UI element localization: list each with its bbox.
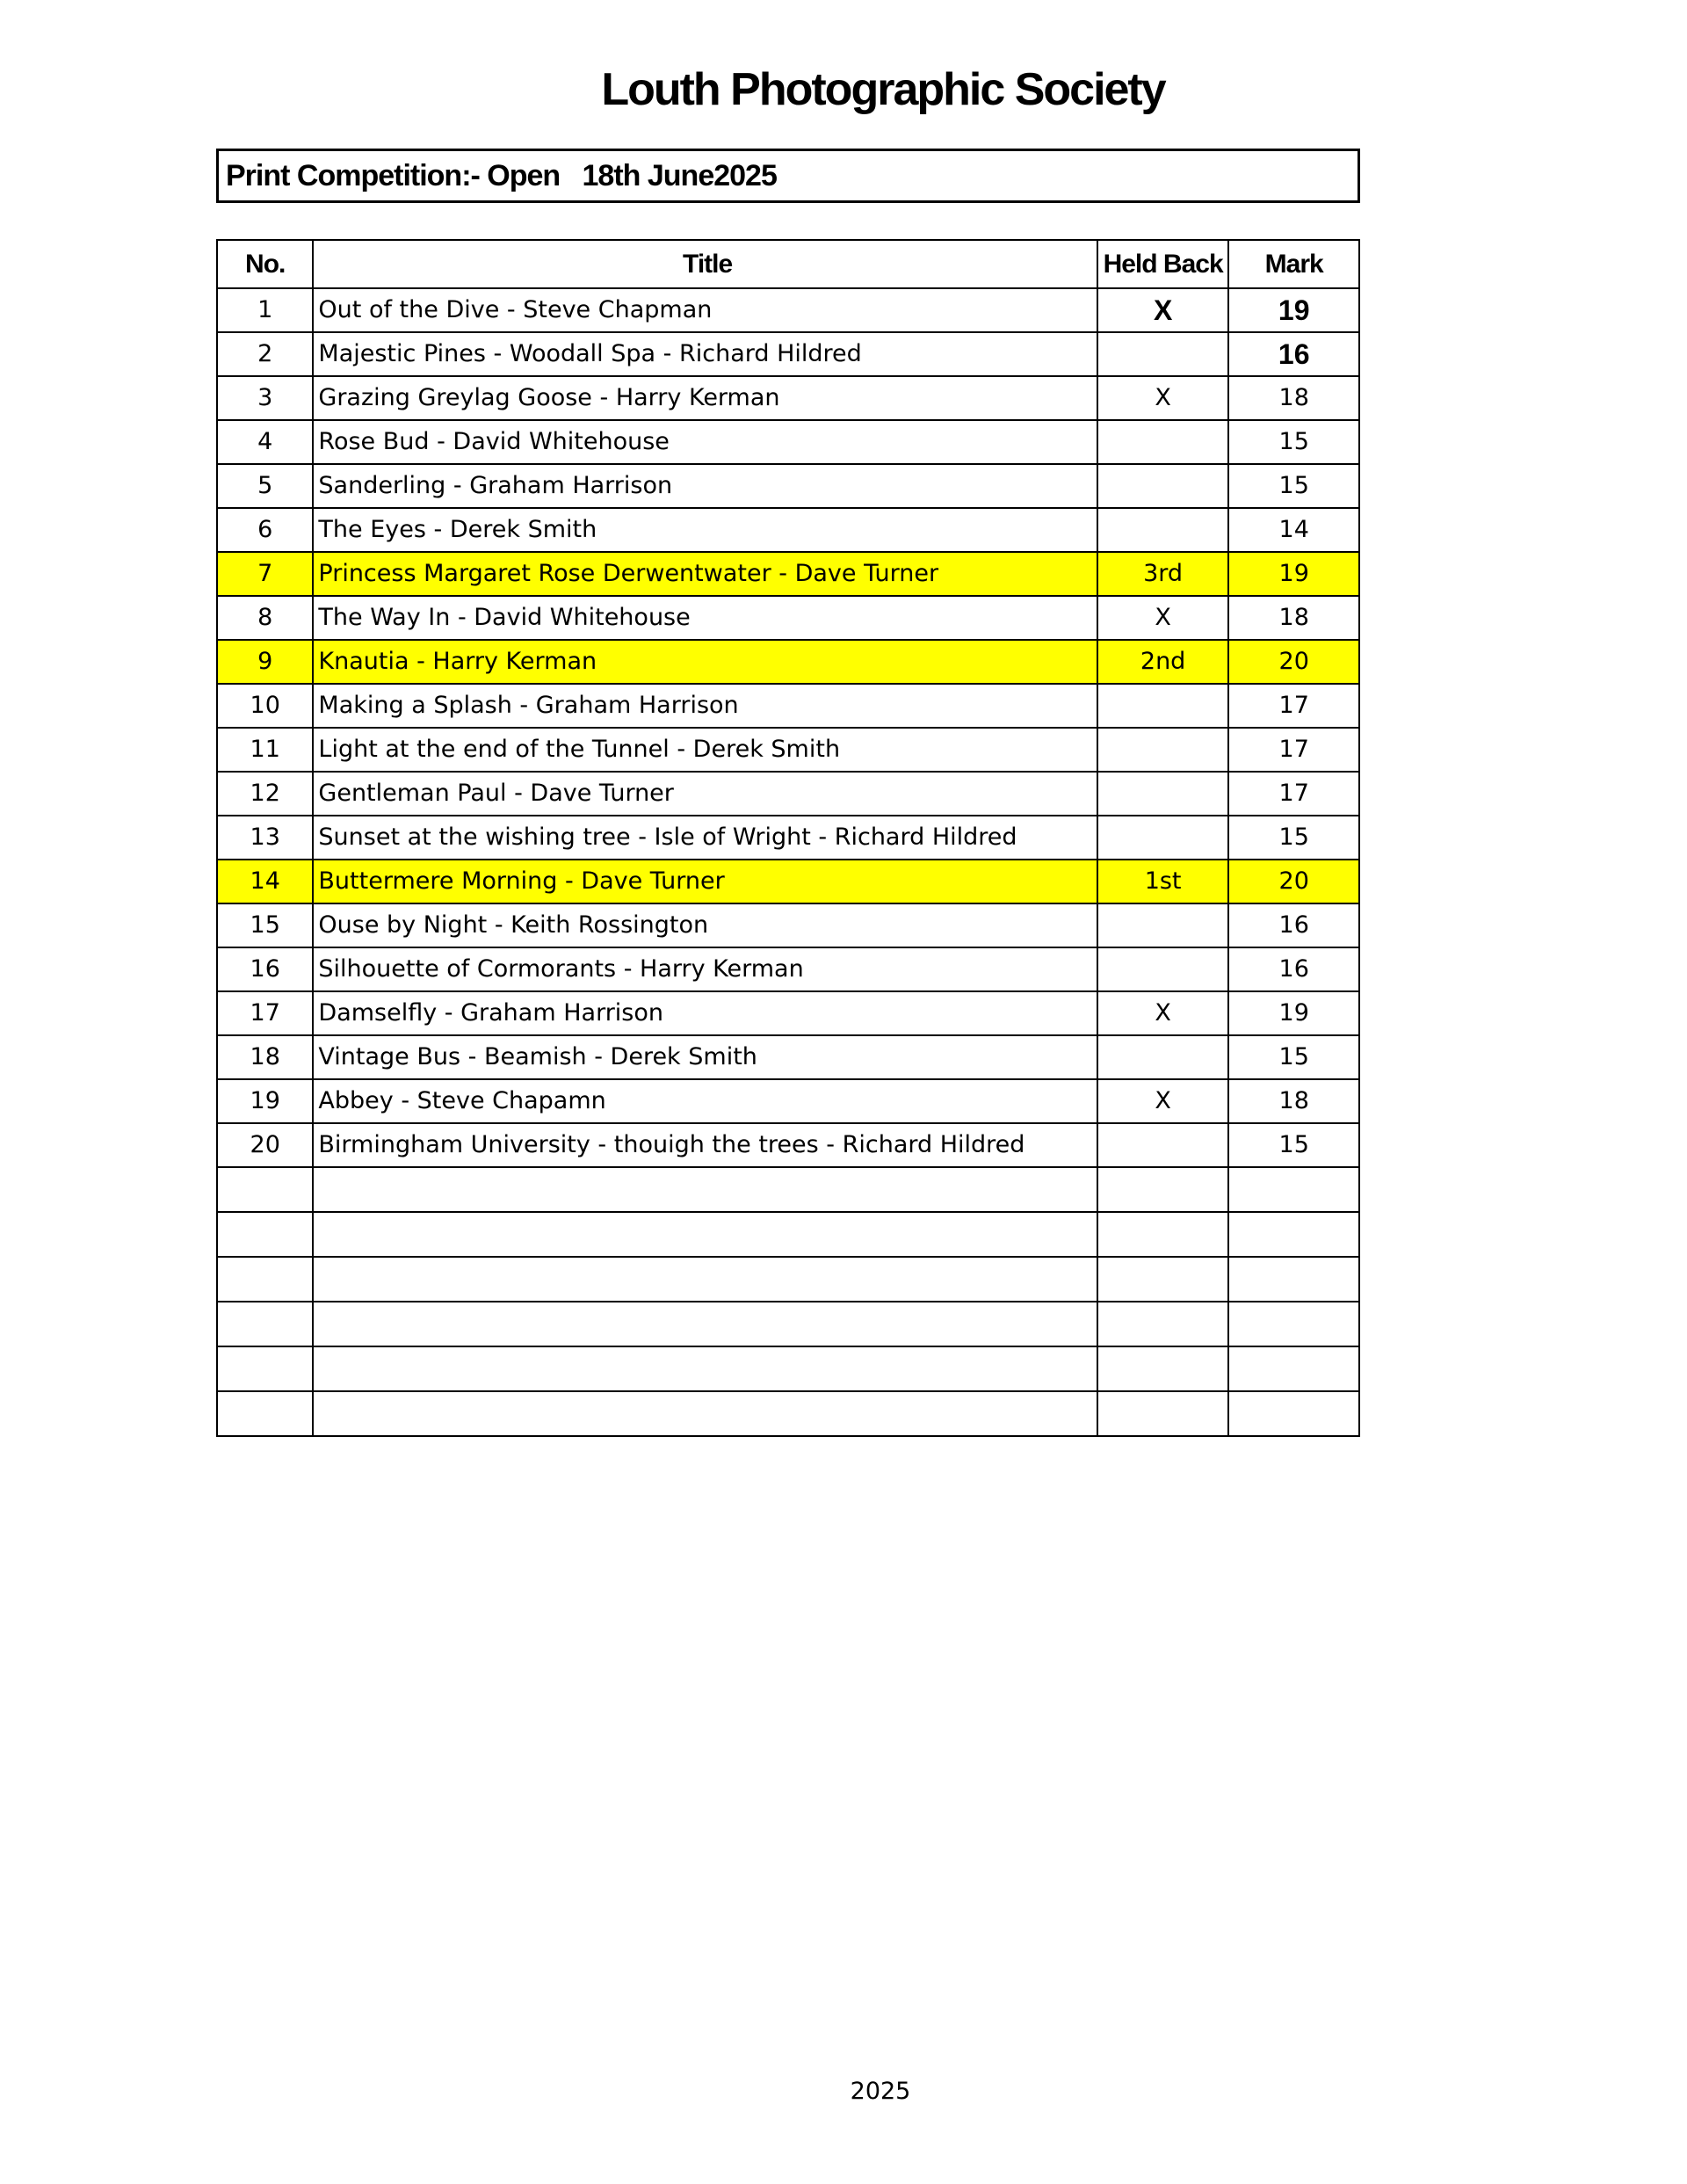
- page-title: Louth Photographic Society: [601, 64, 1165, 115]
- results-body: [217, 288, 1359, 1436]
- table-row: [217, 1079, 1359, 1123]
- entry-title: Sanderling - Graham Harrison: [313, 464, 1097, 508]
- blank-row: [217, 1167, 1359, 1212]
- entry-mark: 16: [1228, 332, 1359, 376]
- blank-cell: [1228, 1212, 1359, 1257]
- blank-cell: [1228, 1391, 1359, 1436]
- entry-held-back: X: [1097, 376, 1229, 420]
- entry-number: 19: [217, 1079, 313, 1123]
- entry-number: 15: [217, 903, 313, 947]
- column-header-no: No.: [217, 240, 313, 288]
- entry-mark: 18: [1228, 376, 1359, 420]
- entry-held-back: [1097, 772, 1229, 816]
- entry-number: 20: [217, 1123, 313, 1167]
- entry-mark: 19: [1228, 991, 1359, 1035]
- entry-title: Making a Splash - Graham Harrison: [313, 684, 1097, 728]
- blank-cell: [1228, 1346, 1359, 1391]
- blank-cell: [313, 1212, 1097, 1257]
- entry-mark: 16: [1228, 903, 1359, 947]
- entry-number: 16: [217, 947, 313, 991]
- entry-title: Silhouette of Cormorants - Harry Kerman: [313, 947, 1097, 991]
- blank-cell: [217, 1302, 313, 1346]
- entry-number: 1: [217, 288, 313, 332]
- blank-row: [217, 1212, 1359, 1257]
- entry-number: 11: [217, 728, 313, 772]
- entry-mark: 14: [1228, 508, 1359, 552]
- entry-mark: 15: [1228, 420, 1359, 464]
- table-row: [217, 464, 1359, 508]
- blank-cell: [217, 1167, 313, 1212]
- blank-cell: [217, 1346, 313, 1391]
- entry-title: Out of the Dive - Steve Chapman: [313, 288, 1097, 332]
- blank-cell: [313, 1391, 1097, 1436]
- entry-title: Buttermere Morning - Dave Turner: [313, 860, 1097, 903]
- blank-cell: [1097, 1257, 1229, 1302]
- table-row: [217, 860, 1359, 903]
- entry-mark: 20: [1228, 860, 1359, 903]
- results-table: [216, 239, 1360, 1437]
- table-row: [217, 552, 1359, 596]
- entry-held-back: [1097, 420, 1229, 464]
- table-row: [217, 903, 1359, 947]
- blank-row: [217, 1346, 1359, 1391]
- blank-cell: [217, 1257, 313, 1302]
- blank-cell: [1097, 1346, 1229, 1391]
- entry-mark: 18: [1228, 1079, 1359, 1123]
- table-row: [217, 947, 1359, 991]
- entry-title: Rose Bud - David Whitehouse: [313, 420, 1097, 464]
- entry-held-back: X: [1097, 288, 1229, 332]
- entry-title: Knautia - Harry Kerman: [313, 640, 1097, 684]
- table-row: [217, 332, 1359, 376]
- entry-held-back: X: [1097, 596, 1229, 640]
- entry-title: The Way In - David Whitehouse: [313, 596, 1097, 640]
- entry-mark: 17: [1228, 684, 1359, 728]
- entry-held-back: 1st: [1097, 860, 1229, 903]
- entry-mark: 19: [1228, 288, 1359, 332]
- footer-year: 2025: [850, 2078, 911, 2105]
- entry-held-back: [1097, 728, 1229, 772]
- entry-title: Light at the end of the Tunnel - Derek Smith: [313, 728, 1097, 772]
- entry-mark: 18: [1228, 596, 1359, 640]
- table-row: [217, 728, 1359, 772]
- entry-number: 18: [217, 1035, 313, 1079]
- entry-number: 10: [217, 684, 313, 728]
- entry-number: 3: [217, 376, 313, 420]
- entry-number: 7: [217, 552, 313, 596]
- table-row: [217, 772, 1359, 816]
- table-row: [217, 684, 1359, 728]
- table-row: [217, 640, 1359, 684]
- entry-title: Damselfly - Graham Harrison: [313, 991, 1097, 1035]
- column-header-mark: Mark: [1228, 240, 1359, 288]
- entry-number: 17: [217, 991, 313, 1035]
- entry-title: Vintage Bus - Beamish - Derek Smith: [313, 1035, 1097, 1079]
- blank-cell: [313, 1167, 1097, 1212]
- entry-mark: 16: [1228, 947, 1359, 991]
- blank-row: [217, 1302, 1359, 1346]
- entry-mark: 15: [1228, 464, 1359, 508]
- entry-title: Sunset at the wishing tree - Isle of Wright - Richard Hildred: [313, 816, 1097, 860]
- entry-number: 12: [217, 772, 313, 816]
- entry-held-back: X: [1097, 1079, 1229, 1123]
- table-row: [217, 508, 1359, 552]
- blank-cell: [1228, 1302, 1359, 1346]
- entry-number: 8: [217, 596, 313, 640]
- entry-held-back: [1097, 947, 1229, 991]
- entry-held-back: [1097, 1123, 1229, 1167]
- blank-cell: [313, 1346, 1097, 1391]
- entry-held-back: [1097, 684, 1229, 728]
- entry-held-back: [1097, 464, 1229, 508]
- entry-mark: 17: [1228, 728, 1359, 772]
- column-header-held-back: Held Back: [1097, 240, 1229, 288]
- entry-mark: 20: [1228, 640, 1359, 684]
- entry-number: 4: [217, 420, 313, 464]
- table-row: [217, 991, 1359, 1035]
- entry-held-back: [1097, 1035, 1229, 1079]
- blank-cell: [313, 1257, 1097, 1302]
- entry-number: 13: [217, 816, 313, 860]
- table-row: [217, 816, 1359, 860]
- table-row: [217, 288, 1359, 332]
- blank-cell: [1097, 1302, 1229, 1346]
- entry-held-back: 2nd: [1097, 640, 1229, 684]
- entry-title: Princess Margaret Rose Derwentwater - Dave Turner: [313, 552, 1097, 596]
- entry-title: Majestic Pines - Woodall Spa - Richard Hildred: [313, 332, 1097, 376]
- entry-mark: 19: [1228, 552, 1359, 596]
- entry-mark: 15: [1228, 1123, 1359, 1167]
- entry-number: 6: [217, 508, 313, 552]
- entry-held-back: [1097, 903, 1229, 947]
- entry-title: Ouse by Night - Keith Rossington: [313, 903, 1097, 947]
- table-row: [217, 376, 1359, 420]
- blank-cell: [1097, 1212, 1229, 1257]
- entry-held-back: X: [1097, 991, 1229, 1035]
- table-row: [217, 596, 1359, 640]
- blank-cell: [1228, 1167, 1359, 1212]
- column-header-title: Title: [313, 240, 1097, 288]
- entry-number: 2: [217, 332, 313, 376]
- blank-cell: [1097, 1167, 1229, 1212]
- table-header-row: [217, 240, 1359, 288]
- entry-held-back: 3rd: [1097, 552, 1229, 596]
- entry-title: Grazing Greylag Goose - Harry Kerman: [313, 376, 1097, 420]
- table-row: [217, 1035, 1359, 1079]
- entry-number: 5: [217, 464, 313, 508]
- entry-number: 14: [217, 860, 313, 903]
- blank-cell: [217, 1212, 313, 1257]
- table-row: [217, 420, 1359, 464]
- table-row: [217, 1123, 1359, 1167]
- entry-title: The Eyes - Derek Smith: [313, 508, 1097, 552]
- entry-title: Birmingham University - thouigh the trees - Richard Hildred: [313, 1123, 1097, 1167]
- entry-mark: 17: [1228, 772, 1359, 816]
- entry-title: Abbey - Steve Chapamn: [313, 1079, 1097, 1123]
- entry-mark: 15: [1228, 816, 1359, 860]
- blank-row: [217, 1257, 1359, 1302]
- blank-cell: [313, 1302, 1097, 1346]
- entry-number: 9: [217, 640, 313, 684]
- blank-row: [217, 1391, 1359, 1436]
- blank-cell: [1228, 1257, 1359, 1302]
- blank-cell: [1097, 1391, 1229, 1436]
- entry-held-back: [1097, 332, 1229, 376]
- entry-mark: 15: [1228, 1035, 1359, 1079]
- competition-header: Print Competition:- Open 18th June2025: [216, 149, 1360, 203]
- entry-title: Gentleman Paul - Dave Turner: [313, 772, 1097, 816]
- blank-cell: [217, 1391, 313, 1436]
- entry-held-back: [1097, 508, 1229, 552]
- entry-held-back: [1097, 816, 1229, 860]
